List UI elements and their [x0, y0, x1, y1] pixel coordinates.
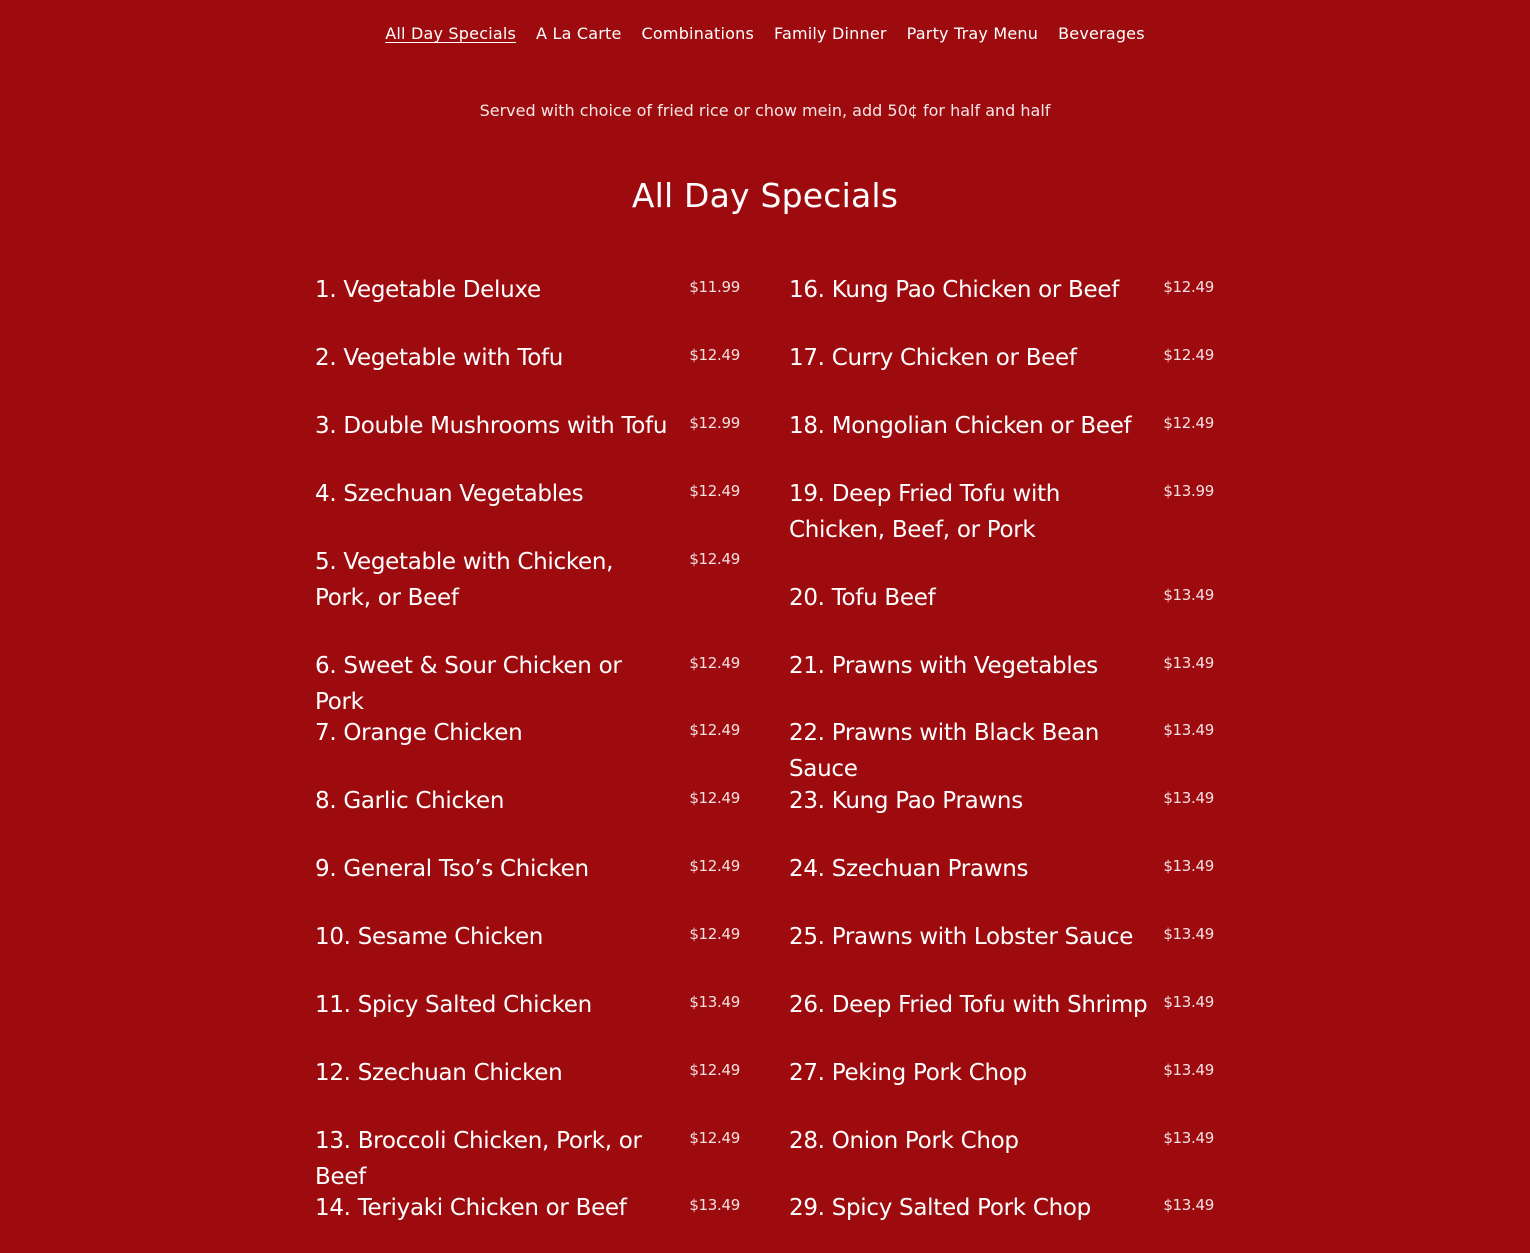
menu-item [789, 272, 1214, 340]
menu-item [789, 715, 1214, 783]
menu-item-price: $13.49 [689, 993, 740, 1011]
menu-column-right [789, 272, 1214, 1230]
menu-item-name: 10. Sesame Chicken [315, 924, 544, 950]
menu-item-name: 27. Peking Pork Chop [789, 1060, 1027, 1086]
menu-item [789, 1190, 1214, 1230]
menu-item-name: 9. General Tso’s Chicken [315, 856, 589, 882]
menu-item [315, 783, 740, 851]
menu-item [789, 1055, 1214, 1123]
menu-item-price: $12.49 [689, 789, 740, 807]
menu-item [789, 476, 1214, 580]
menu-item-name: 18. Mongolian Chicken or Beef [789, 413, 1132, 439]
menu-item [789, 408, 1214, 476]
menu-item-price: $13.49 [1163, 1061, 1214, 1079]
menu-item [315, 987, 740, 1055]
menu-item-name: 23. Kung Pao Prawns [789, 788, 1023, 814]
menu-item-name: 26. Deep Fried Tofu with Shrimp [789, 992, 1148, 1018]
menu-item-price: $12.99 [689, 414, 740, 432]
menu-item [315, 715, 740, 783]
menu-item-name: 7. Orange Chicken [315, 720, 523, 746]
menu-item-name: 16. Kung Pao Chicken or Beef [789, 277, 1120, 303]
menu-item-name: 11. Spicy Salted Chicken [315, 992, 592, 1018]
menu-item-price: $11.99 [689, 278, 740, 296]
menu-item-name: 4. Szechuan Vegetables [315, 481, 584, 507]
menu-item-name: 28. Onion Pork Chop [789, 1128, 1019, 1154]
menu-item-price: $13.49 [1163, 1196, 1214, 1214]
menu-item-name: 14. Teriyaki Chicken or Beef [315, 1195, 627, 1221]
menu-item [315, 544, 740, 648]
menu-item-name: 13. Broccoli Chicken, Pork, or Beef [315, 1128, 642, 1190]
menu-item-price: $13.49 [1163, 721, 1214, 739]
nav-link-party-tray-menu[interactable]: Party Tray Menu [906, 24, 1039, 43]
menu-item [789, 340, 1214, 408]
menu-item [789, 783, 1214, 851]
menu-item-price: $12.49 [689, 654, 740, 672]
menu-item-name: 24. Szechuan Prawns [789, 856, 1029, 882]
section-title: All Day Specials [631, 176, 899, 215]
menu-item-name: 8. Garlic Chicken [315, 788, 505, 814]
menu-item-price: $13.49 [1163, 857, 1214, 875]
menu-item-price: $13.49 [689, 1196, 740, 1214]
menu-item-name: 6. Sweet & Sour Chicken or Pork [315, 653, 622, 715]
menu-item-price: $13.49 [1163, 993, 1214, 1011]
nav-link-combinations[interactable]: Combinations [641, 24, 755, 43]
menu-item [789, 1123, 1214, 1190]
menu-item-price: $12.49 [689, 721, 740, 739]
menu-item-name: 21. Prawns with Vegetables [789, 653, 1098, 679]
menu-item-name: 29. Spicy Salted Pork Chop [789, 1195, 1091, 1221]
menu-column-left [315, 272, 740, 1230]
menu-item-name: 12. Szechuan Chicken [315, 1060, 563, 1086]
menu-item-price: $12.49 [689, 346, 740, 364]
menu-item [315, 1190, 740, 1230]
menu-item-price: $13.49 [1163, 654, 1214, 672]
menu-item-name: 20. Tofu Beef [789, 585, 936, 611]
menu-item-price: $12.49 [689, 857, 740, 875]
menu-item [789, 648, 1214, 715]
menu-item [789, 919, 1214, 987]
menu-item [315, 408, 740, 476]
menu-item [315, 272, 740, 340]
menu-item-name: 25. Prawns with Lobster Sauce [789, 924, 1134, 950]
menu-item [315, 851, 740, 919]
menu-item-price: $12.49 [689, 925, 740, 943]
menu-item [789, 987, 1214, 1055]
menu-item-name: 5. Vegetable with Chicken, Pork, or Beef [315, 549, 614, 611]
menu-item-name: 3. Double Mushrooms with Tofu [315, 413, 668, 439]
menu-item-name: 2. Vegetable with Tofu [315, 345, 564, 371]
menu-item-price: $13.99 [1163, 482, 1214, 500]
menu-item [789, 580, 1214, 648]
nav-link-all-day-specials[interactable]: All Day Specials [385, 24, 517, 43]
menu-subtitle: Served with choice of fried rice or chow mein, add 50¢ for half and half [479, 101, 1051, 120]
menu-item-price: $13.49 [1163, 789, 1214, 807]
menu-item [315, 648, 740, 715]
menu-item [315, 919, 740, 987]
menu-item [789, 851, 1214, 919]
menu-category-nav [0, 24, 1530, 43]
menu-item-price: $12.49 [1163, 346, 1214, 364]
nav-link-beverages[interactable]: Beverages [1058, 24, 1145, 43]
menu-item-price: $12.49 [1163, 414, 1214, 432]
menu-item-price: $12.49 [689, 1129, 740, 1147]
menu-item-price: $13.49 [1163, 925, 1214, 943]
menu-item-price: $13.49 [1163, 586, 1214, 604]
menu-item-price: $12.49 [689, 550, 740, 568]
menu-item-price: $12.49 [689, 1061, 740, 1079]
menu-item-name: 17. Curry Chicken or Beef [789, 345, 1077, 371]
menu-item-price: $12.49 [1163, 278, 1214, 296]
menu-item-price: $12.49 [689, 482, 740, 500]
menu-item-name: 22. Prawns with Black Bean Sauce [789, 720, 1100, 782]
nav-link-family-dinner[interactable]: Family Dinner [774, 24, 887, 43]
nav-link-a-la-carte[interactable]: A La Carte [536, 24, 622, 43]
menu-item [315, 476, 740, 544]
menu-item-name: 19. Deep Fried Tofu with Chicken, Beef, or Pork [789, 481, 1061, 543]
menu-item-price: $13.49 [1163, 1129, 1214, 1147]
menu-item [315, 1055, 740, 1123]
menu-item-name: 1. Vegetable Deluxe [315, 277, 541, 303]
menu-item [315, 340, 740, 408]
menu-item [315, 1123, 740, 1190]
